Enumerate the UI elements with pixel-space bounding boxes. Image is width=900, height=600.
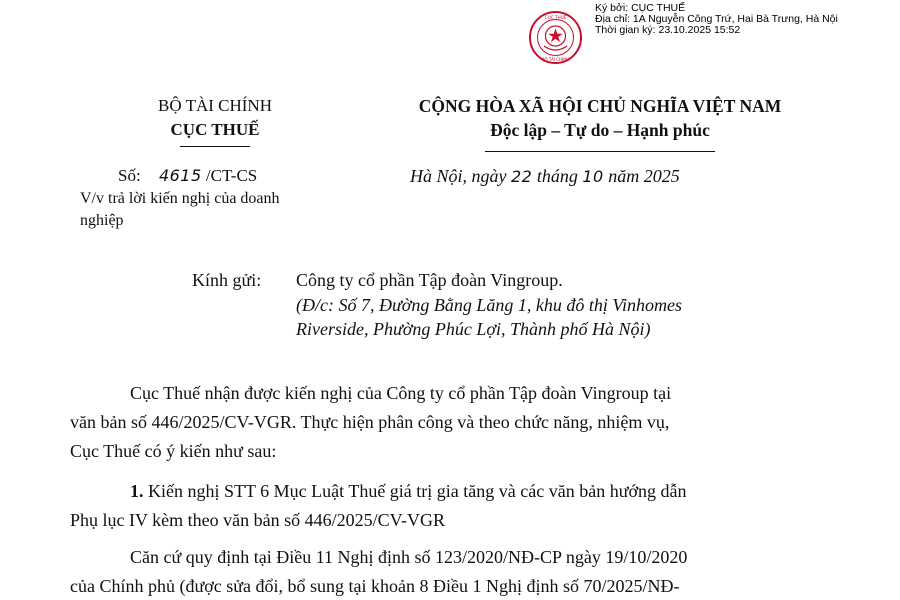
date-day: 22	[511, 167, 533, 186]
section-1-line-2: Phụ lục IV kèm theo văn bản số 446/2025/CV-VGR	[70, 510, 445, 530]
section-1-heading	[130, 481, 686, 502]
issue-date	[410, 166, 680, 187]
national-emblem-icon	[528, 10, 583, 65]
so-number: 4615	[158, 166, 202, 185]
ministry-name: BỘ TÀI CHÍNH	[158, 96, 272, 115]
so-label: Số:	[118, 166, 141, 185]
date-prefix: Hà Nội, ngày	[410, 166, 507, 186]
nation-title: CỘNG HÒA XÃ HỘI CHỦ NGHĨA VIỆT NAM	[418, 96, 782, 116]
emblem-text-bottom: BỘ TÀI CHÍNH	[541, 57, 570, 62]
date-month: 10	[582, 167, 604, 186]
signer-name: Ký bởi: CỤC THUẾ	[595, 2, 686, 14]
body-p1-line-3: Cục Thuế có ý kiến như sau:	[70, 441, 277, 461]
signature-stamp	[0, 0, 900, 70]
emblem-text-top: CỤC THUẾ	[544, 15, 567, 20]
recipient-label: Kính gửi:	[192, 270, 262, 290]
body-p2-line-1: Căn cứ quy định tại Điều 11 Nghị định số 123/2020/NĐ-CP ngày 19/10/2020	[130, 547, 688, 567]
recipient-name: Công ty cổ phần Tập đoàn Vingroup.	[296, 270, 563, 290]
recipient-address-1: (Đ/c: Số 7, Đường Bằng Lăng 1, khu đô thị Vinhomes	[296, 295, 683, 315]
sign-time: Thời gian ký: 23.10.2025 15:52	[595, 24, 741, 36]
document-number	[118, 166, 257, 186]
subject-line-1: V/v trả lời kiến nghị của doanh	[80, 190, 280, 207]
section-1-number: 1.	[130, 481, 144, 501]
department-underline	[180, 146, 250, 147]
body-p2-line-2: của Chính phủ (được sửa đổi, bổ sung tại khoản 8 Điều 1 Nghị định số 70/2025/NĐ-	[70, 576, 680, 596]
so-suffix: /CT-CS	[205, 166, 258, 185]
body-p1-line-2: văn bản số 446/2025/CV-VGR. Thực hiện phân công và theo chức năng, nhiệm vụ,	[70, 412, 670, 432]
signer-address: Địa chỉ: 1A Nguyễn Công Trứ, Hai Bà Trưng, Hà Nội	[595, 13, 838, 25]
body-p1-line-1: Cục Thuế nhận được kiến nghị của Công ty cổ phần Tập đoàn Vingroup tại	[130, 383, 672, 403]
motto-underline	[485, 151, 715, 152]
motto: Độc lập – Tự do – Hạnh phúc	[490, 120, 710, 140]
section-1-line-1: Kiến nghị STT 6 Mục Luật Thuế giá trị gia tăng và các văn bản hướng dẫn	[148, 481, 687, 501]
date-year: năm 2025	[608, 166, 680, 186]
recipient-address-2: Riverside, Phường Phúc Lợi, Thành phố Hà Nội)	[296, 319, 651, 339]
department-name: CỤC THUẾ	[170, 120, 260, 139]
date-month-label: tháng	[536, 166, 578, 186]
subject-line-2: nghiệp	[80, 212, 124, 229]
